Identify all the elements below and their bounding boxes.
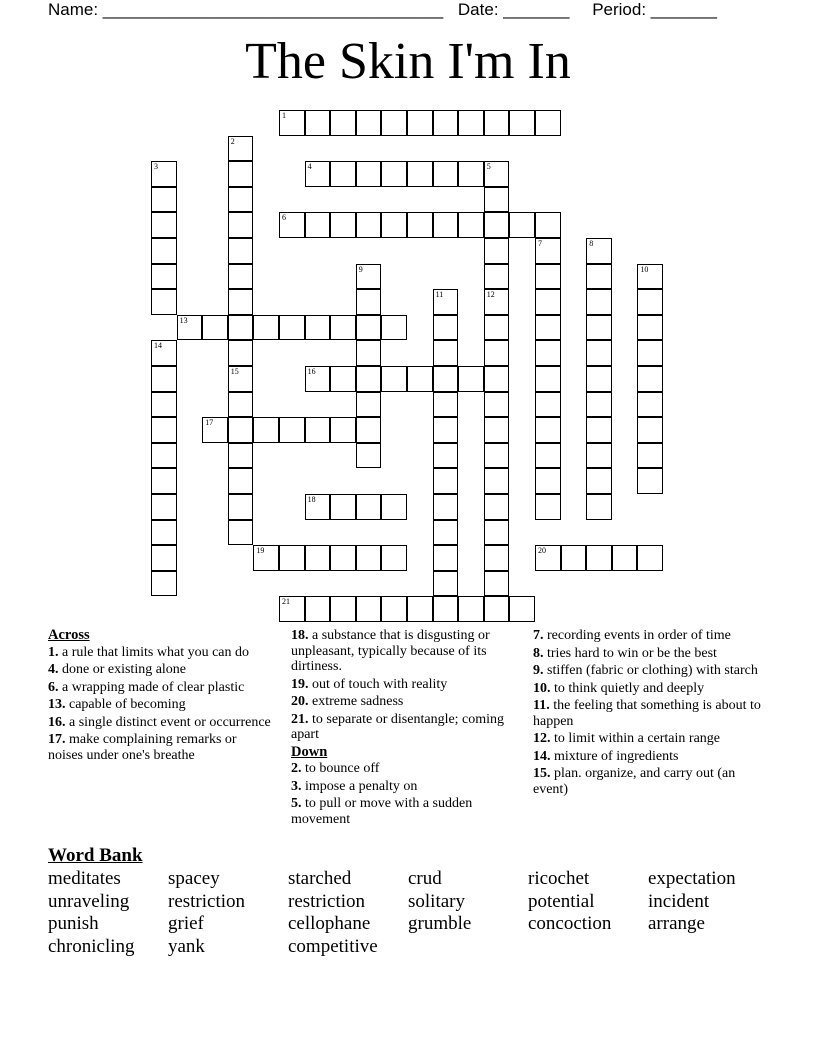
clue-down-7: 7. recording events in order of time [533,628,731,643]
crossword-cell[interactable] [330,315,356,341]
crossword-cell[interactable] [228,136,254,162]
crossword-cell[interactable] [356,545,382,571]
crossword-cell[interactable] [279,212,305,238]
word-bank-word: grief [168,913,204,934]
crossword-cell[interactable] [279,545,305,571]
crossword-cell[interactable] [535,443,561,469]
crossword-cell[interactable] [151,417,177,443]
crossword-cell[interactable] [305,366,331,392]
clue-number: 8 [589,239,594,248]
crossword-cell[interactable] [637,392,663,418]
crossword-cell[interactable] [637,468,663,494]
crossword-cell[interactable] [484,264,510,290]
crossword-cell[interactable] [433,315,459,341]
crossword-cell[interactable] [484,520,510,546]
word-bank-word: competitive [288,936,378,957]
crossword-cell[interactable] [637,289,663,315]
crossword-cell[interactable] [509,212,535,238]
crossword-cell[interactable] [586,468,612,494]
crossword-cell[interactable] [177,315,203,341]
crossword-cell[interactable] [356,212,382,238]
clue-down-3: 3. impose a penalty on [291,778,418,794]
clue-across-13: 13. capable of becoming [48,697,186,712]
crossword-cell[interactable] [356,110,382,136]
crossword-cell[interactable] [356,596,382,622]
clue-number: 17 [205,418,214,428]
crossword-cell[interactable] [381,161,407,187]
crossword-cell[interactable] [228,238,254,264]
crossword-cell[interactable] [433,340,459,366]
crossword-cell[interactable] [433,571,459,597]
crossword-cell[interactable] [535,417,561,443]
date-label: Date: _______ [457,0,570,19]
crossword-cell[interactable] [458,366,484,392]
clue-down-2: 2. to bounce off [291,761,380,776]
crossword-cell[interactable] [637,545,663,571]
page-title: The Skin I'm In [245,33,571,90]
crossword-cell[interactable] [356,289,382,315]
clue-number: 6 [282,213,286,223]
clue-across-18: 18. a substance that is disgusting or unpleasant, typically because of its dirtiness. [291,628,490,674]
crossword-cell[interactable] [535,468,561,494]
crossword-cell[interactable] [228,494,254,520]
crossword-cell[interactable] [228,264,254,290]
crossword-cell[interactable] [279,596,305,622]
crossword-cell[interactable] [407,366,433,392]
word-bank-word: unraveling [48,891,130,912]
crossword-cell[interactable] [586,417,612,443]
clue-number: 20 [538,546,546,556]
crossword-cell[interactable] [637,366,663,392]
crossword-cell[interactable] [484,443,510,469]
crossword-cell[interactable] [228,289,254,315]
crossword-cell[interactable] [228,340,254,366]
crossword-cell[interactable] [381,315,407,341]
clue-number: 12 [486,290,495,300]
word-bank-word: arrange [648,913,705,934]
crossword-cell[interactable] [484,315,510,341]
crossword-cell[interactable] [637,315,663,341]
crossword-cell[interactable] [637,443,663,469]
crossword-cell[interactable] [279,417,305,443]
word-bank-word: potential [528,891,595,912]
clue-across-21: 21. to separate or disentangle; coming apart [291,711,505,742]
crossword-cell[interactable] [151,468,177,494]
crossword-cell[interactable] [151,392,177,418]
crossword-cell[interactable] [458,110,484,136]
clue-number: 3 [154,162,158,172]
crossword-cell[interactable] [407,212,433,238]
crossword-cell[interactable] [151,187,177,213]
crossword-cell[interactable] [202,315,228,341]
crossword-cell[interactable] [433,161,459,187]
crossword-cell[interactable] [484,571,510,597]
crossword-cell[interactable] [228,443,254,469]
word-bank-word: crud [408,868,442,889]
crossword-cell[interactable] [151,494,177,520]
clue-down-15: 15. plan. organize, and carry out (an event) [533,766,736,797]
crossword-cell[interactable] [381,596,407,622]
clue-down-12: 12. to limit within a certain range [533,731,721,746]
clue-number: 10 [640,264,649,274]
clue-number: 7 [538,239,542,248]
crossword-cell[interactable] [151,366,177,392]
crossword-cell[interactable] [535,289,561,315]
word-bank-word: ricochet [528,868,590,889]
crossword-cell[interactable] [484,289,510,315]
crossword-cell[interactable] [484,212,510,238]
crossword-cell[interactable] [356,392,382,418]
word-bank-word: punish [48,913,99,934]
clues-column-1 [48,628,273,765]
clue-down-5: 5. to pull or move with a sudden movement [291,796,473,827]
crossword-cell[interactable] [484,392,510,418]
crossword-cell[interactable] [535,238,561,264]
crossword-cell[interactable] [586,392,612,418]
crossword-cell[interactable] [151,545,177,571]
clue-down-10: 10. to think quietly and deeply [533,680,705,696]
crossword-cell[interactable] [279,110,305,136]
crossword-cell[interactable] [433,366,459,392]
word-bank-word: spacey [168,868,220,889]
crossword-cell[interactable] [586,340,612,366]
crossword-cell[interactable] [484,596,510,622]
crossword-cell[interactable] [228,468,254,494]
crossword-cell[interactable] [253,315,279,341]
crossword-cell[interactable] [586,366,612,392]
crossword-cell[interactable] [586,443,612,469]
word-bank-word: incident [648,891,710,912]
crossword-cell[interactable] [151,571,177,597]
crossword-cell[interactable] [330,596,356,622]
crossword-cell[interactable] [381,212,407,238]
clues-column-3 [533,628,763,799]
crossword-cell[interactable] [151,238,177,264]
crossword-cell[interactable] [330,417,356,443]
crossword-cell[interactable] [535,315,561,341]
clue-down-9: 9. stiffen (fabric or clothing) with starch [533,663,758,678]
clue-number: 2 [230,136,235,146]
crossword-cell[interactable] [305,596,331,622]
crossword-cell[interactable] [433,494,459,520]
word-bank-word: yank [168,936,205,957]
crossword-cell[interactable] [151,520,177,546]
crossword-cell[interactable] [484,110,510,136]
crossword-cell[interactable] [433,417,459,443]
crossword-cell[interactable] [305,161,331,187]
clue-number: 13 [179,315,188,325]
crossword-cell[interactable] [356,161,382,187]
crossword-cell[interactable] [484,417,510,443]
crossword-cell[interactable] [356,417,382,443]
crossword-cell[interactable] [228,161,254,187]
crossword-cell[interactable] [484,468,510,494]
crossword-cell[interactable] [202,417,228,443]
crossword-cell[interactable] [228,212,254,238]
crossword-cell[interactable] [356,494,382,520]
crossword-cell[interactable] [381,110,407,136]
word-bank-word: cellophane [288,913,371,934]
crossword-cell[interactable] [356,366,382,392]
crossword-cell[interactable] [305,212,331,238]
crossword-cell[interactable] [637,264,663,290]
clue-number: 21 [282,597,290,607]
crossword-cell[interactable] [305,494,331,520]
crossword-cell[interactable] [433,212,459,238]
crossword-cell[interactable] [433,468,459,494]
crossword-cell[interactable] [381,366,407,392]
crossword-cell[interactable] [330,545,356,571]
crossword-cell[interactable] [228,417,254,443]
crossword-cell[interactable] [509,596,535,622]
clue-across-1: 1. a rule that limits what you can do [48,644,250,660]
clue-across-20: 20. extreme sadness [291,694,404,709]
crossword-cell[interactable] [356,340,382,366]
clue-across-6: 6. a wrapping made of clear plastic [48,679,245,695]
crossword-cell[interactable] [356,443,382,469]
clue-number: 9 [358,264,363,274]
crossword-cell[interactable] [458,596,484,622]
crossword-cell[interactable] [586,289,612,315]
crossword-cell[interactable] [305,315,331,341]
crossword-cell[interactable] [330,110,356,136]
crossword-cell[interactable] [381,494,407,520]
word-bank-word: solitary [408,891,465,912]
crossword-cell[interactable] [433,596,459,622]
crossword-cell[interactable] [433,110,459,136]
clue-down-8: 8. tries hard to win or be the best [533,645,717,661]
crossword-cell[interactable] [484,366,510,392]
clue-number: 18 [307,495,316,504]
clue-number: 16 [307,367,316,376]
clue-across-17: 17. make complaining remarks or noises under one's breathe [48,732,237,763]
crossword-cell[interactable] [253,417,279,443]
clue-across-19: 19. out of touch with reality [291,676,448,692]
crossword-cell[interactable] [586,315,612,341]
word-bank-word: starched [288,868,352,889]
clue-number: 11 [435,290,444,300]
crossword-cell[interactable] [330,366,356,392]
crossword-cell[interactable] [228,392,254,418]
crossword-cell[interactable] [330,212,356,238]
crossword-cell[interactable] [407,596,433,622]
crossword-cell[interactable] [433,392,459,418]
crossword-cell[interactable] [535,494,561,520]
crossword-cell[interactable] [535,110,561,136]
clue-number: 14 [154,341,162,351]
crossword-cell[interactable] [535,392,561,418]
clue-down-11: 11. the feeling that something is about to happen [533,698,761,729]
across-heading: Across [48,627,90,643]
crossword-cell[interactable] [458,161,484,187]
crossword-cell[interactable] [535,366,561,392]
word-bank-word: concoction [528,913,612,934]
crossword-cell[interactable] [586,545,612,571]
crossword-cell[interactable] [356,264,382,290]
crossword-cell[interactable] [151,161,177,187]
crossword-cell[interactable] [637,417,663,443]
crossword-cell[interactable] [484,545,510,571]
crossword-cell[interactable] [561,545,587,571]
crossword-cell[interactable] [433,443,459,469]
crossword-cell[interactable] [407,161,433,187]
word-bank-word: meditates [48,868,121,889]
word-bank-word: restriction [168,891,246,912]
clue-number: 15 [230,367,239,376]
crossword-cell[interactable] [433,520,459,546]
crossword-cell[interactable] [458,212,484,238]
crossword-cell[interactable] [535,340,561,366]
crossword-cell[interactable] [484,187,510,213]
crossword-cell[interactable] [509,110,535,136]
crossword-cell[interactable] [228,520,254,546]
crossword-cell[interactable] [279,315,305,341]
crossword-cell[interactable] [151,264,177,290]
crossword-cell[interactable] [151,340,177,366]
name-label: Name: ____________________________________ [48,0,444,19]
period-label: Period: _______ [592,0,717,19]
crossword-cell[interactable] [586,264,612,290]
clue-across-4: 4. done or existing alone [48,662,187,677]
crossword-cell[interactable] [330,161,356,187]
crossword-cell[interactable] [586,238,612,264]
word-bank-word: restriction [288,891,366,912]
crossword-cell[interactable] [535,264,561,290]
crossword-cell[interactable] [433,545,459,571]
crossword-cell[interactable] [151,289,177,315]
word-bank-word: grumble [408,913,472,934]
crossword-cell[interactable] [484,340,510,366]
crossword-cell[interactable] [305,417,331,443]
crossword-cell[interactable] [330,494,356,520]
crossword-cell[interactable] [407,110,433,136]
down-heading: Down [291,743,328,760]
clue-number: 1 [282,111,286,120]
clue-number: 5 [486,162,491,172]
crossword-cell[interactable] [433,289,459,315]
crossword-cell[interactable] [356,315,382,341]
crossword-cell[interactable] [305,110,331,136]
clue-number: 19 [256,546,265,556]
crossword-cell[interactable] [586,494,612,520]
crossword-cell[interactable] [228,187,254,213]
word-bank-title: Word Bank [48,845,143,866]
crossword-cell[interactable] [535,545,561,571]
word-bank-word: chronicling [48,936,135,957]
crossword-cell[interactable] [637,340,663,366]
crossword-cell[interactable] [228,366,254,392]
word-bank-word: expectation [648,868,736,889]
crossword-cell[interactable] [305,545,331,571]
crossword-cell[interactable] [484,161,510,187]
crossword-cell[interactable] [381,545,407,571]
clue-across-16: 16. a single distinct event or occurrence [48,714,271,730]
crossword-cell[interactable] [151,212,177,238]
crossword-cell[interactable] [228,315,254,341]
crossword-cell[interactable] [484,494,510,520]
crossword-cell[interactable] [151,443,177,469]
crossword-cell[interactable] [253,545,279,571]
crossword-cell[interactable] [612,545,638,571]
clues-column-2 [291,628,519,829]
crossword-cell[interactable] [484,238,510,264]
clue-number: 4 [307,162,312,172]
clue-down-14: 14. mixture of ingredients [533,748,679,764]
crossword-cell[interactable] [535,212,561,238]
